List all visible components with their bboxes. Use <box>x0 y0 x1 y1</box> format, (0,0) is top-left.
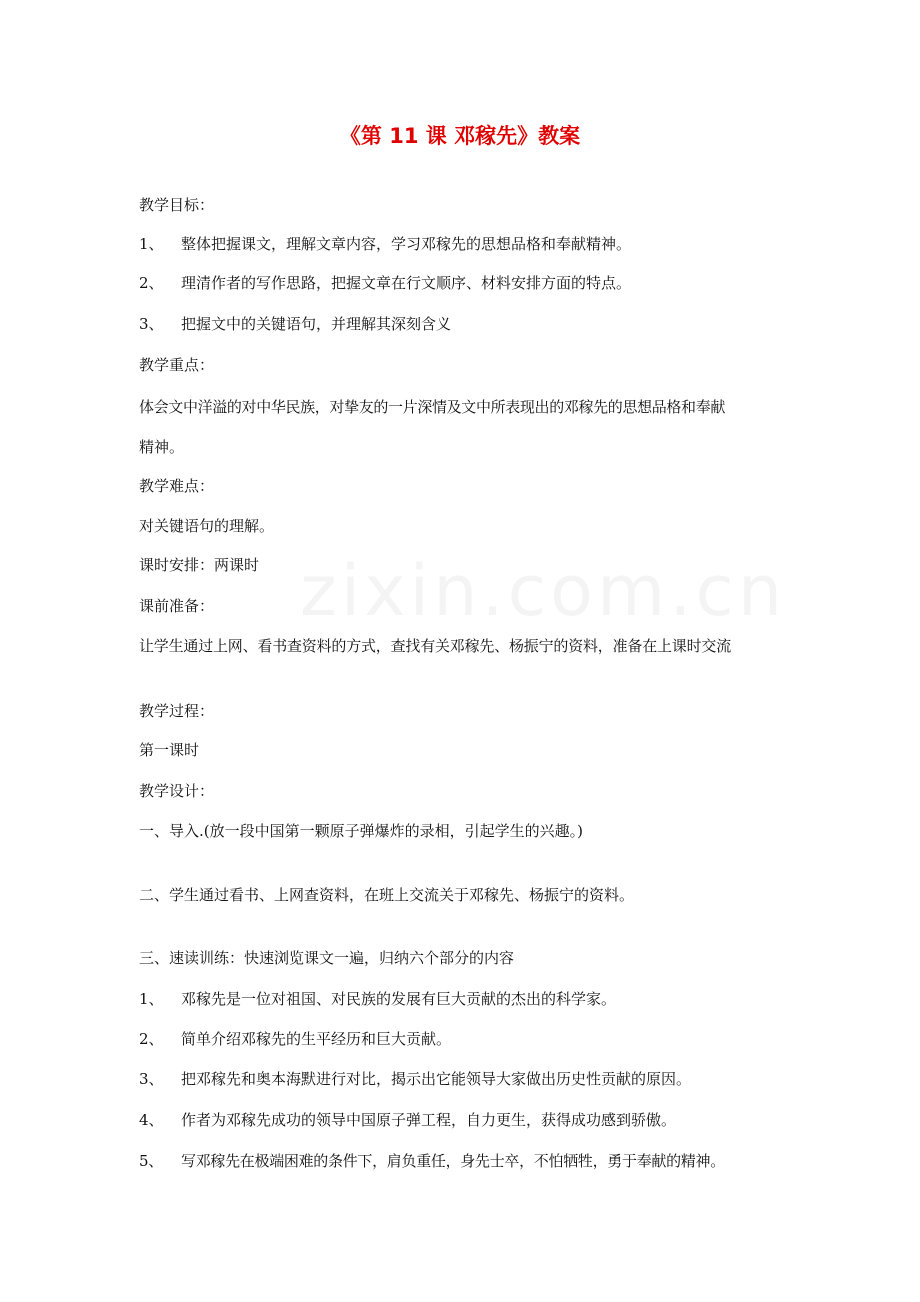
part-number: 2、 <box>139 1030 164 1048</box>
process-heading: 教学过程： <box>139 702 215 720</box>
step-2: 二、学生通过看书、上网查资料，在班上交流关于邓稼先、杨振宁的资料。 <box>139 886 635 904</box>
part-item-3 <box>139 1067 691 1091</box>
difficulty-text: 对关键语句的理解。 <box>139 517 275 535</box>
part-text: 写邓稼先在极端困难的条件下，肩负重任，身先士卒，不怕牺牲，勇于奉献的精神。 <box>181 1152 725 1170</box>
difficulty-heading: 教学难点： <box>139 477 215 495</box>
first-lesson-label: 第一课时 <box>139 741 200 759</box>
part-number: 3、 <box>139 1070 164 1088</box>
part-text: 把邓稼先和奥本海默进行对比，揭示出它能领导大家做出历史性贡献的原因。 <box>181 1070 692 1088</box>
part-item-5 <box>139 1149 725 1173</box>
goal-number: 3、 <box>139 315 164 333</box>
watermark <box>300 550 786 632</box>
design-heading: 教学设计： <box>139 782 215 800</box>
prep-heading: 课前准备： <box>139 597 215 615</box>
goal-text: 理清作者的写作思路，把握文章在行文顺序、材料安排方面的特点。 <box>181 274 632 292</box>
goal-number: 2、 <box>139 274 164 292</box>
schedule-text: 课时安排：两课时 <box>139 556 260 574</box>
part-item-1 <box>139 987 616 1011</box>
focus-heading: 教学重点： <box>139 356 215 374</box>
document-title: 《第 11 课 邓稼先》教案 <box>339 124 581 148</box>
step-1: 一、导入.(放一段中国第一颗原子弹爆炸的录相，引起学生的兴趣。) <box>139 822 583 840</box>
focus-text-line-1: 体会文中洋溢的对中华民族，对挚友的一片深情及文中所表现出的邓稼先的思想品格和奉献 <box>139 398 726 416</box>
part-item-4 <box>139 1108 676 1132</box>
step-3: 三、速读训练：快速浏览课文一遍，归纳六个部分的内容 <box>139 949 515 967</box>
goal-text: 整体把握课文，理解文章内容，学习邓稼先的思想品格和奉献精神。 <box>181 235 632 253</box>
goals-heading: 教学目标： <box>139 196 215 214</box>
prep-text: 让学生通过上网、看书查资料的方式，查找有关邓稼先、杨振宁的资料，准备在上课时交流 <box>139 637 732 655</box>
focus-text-line-2: 精神。 <box>139 438 185 456</box>
part-text: 作者为邓稼先成功的领导中国原子弹工程，自力更生，获得成功感到骄傲。 <box>181 1111 677 1129</box>
part-number: 1、 <box>139 990 164 1008</box>
goal-item-1 <box>139 232 631 256</box>
goal-text: 把握文中的关键语句，并理解其深刻含义 <box>181 315 452 333</box>
part-text: 简单介绍邓稼先的生平经历和巨大贡献。 <box>181 1030 452 1048</box>
part-number: 4、 <box>139 1111 164 1129</box>
goal-number: 1、 <box>139 235 164 253</box>
part-number: 5、 <box>139 1152 163 1170</box>
part-text: 邓稼先是一位对祖国、对民族的发展有巨大贡献的杰出的科学家。 <box>181 990 617 1008</box>
goal-item-3 <box>139 312 451 336</box>
part-item-2 <box>139 1027 451 1051</box>
goal-item-2 <box>139 271 631 295</box>
